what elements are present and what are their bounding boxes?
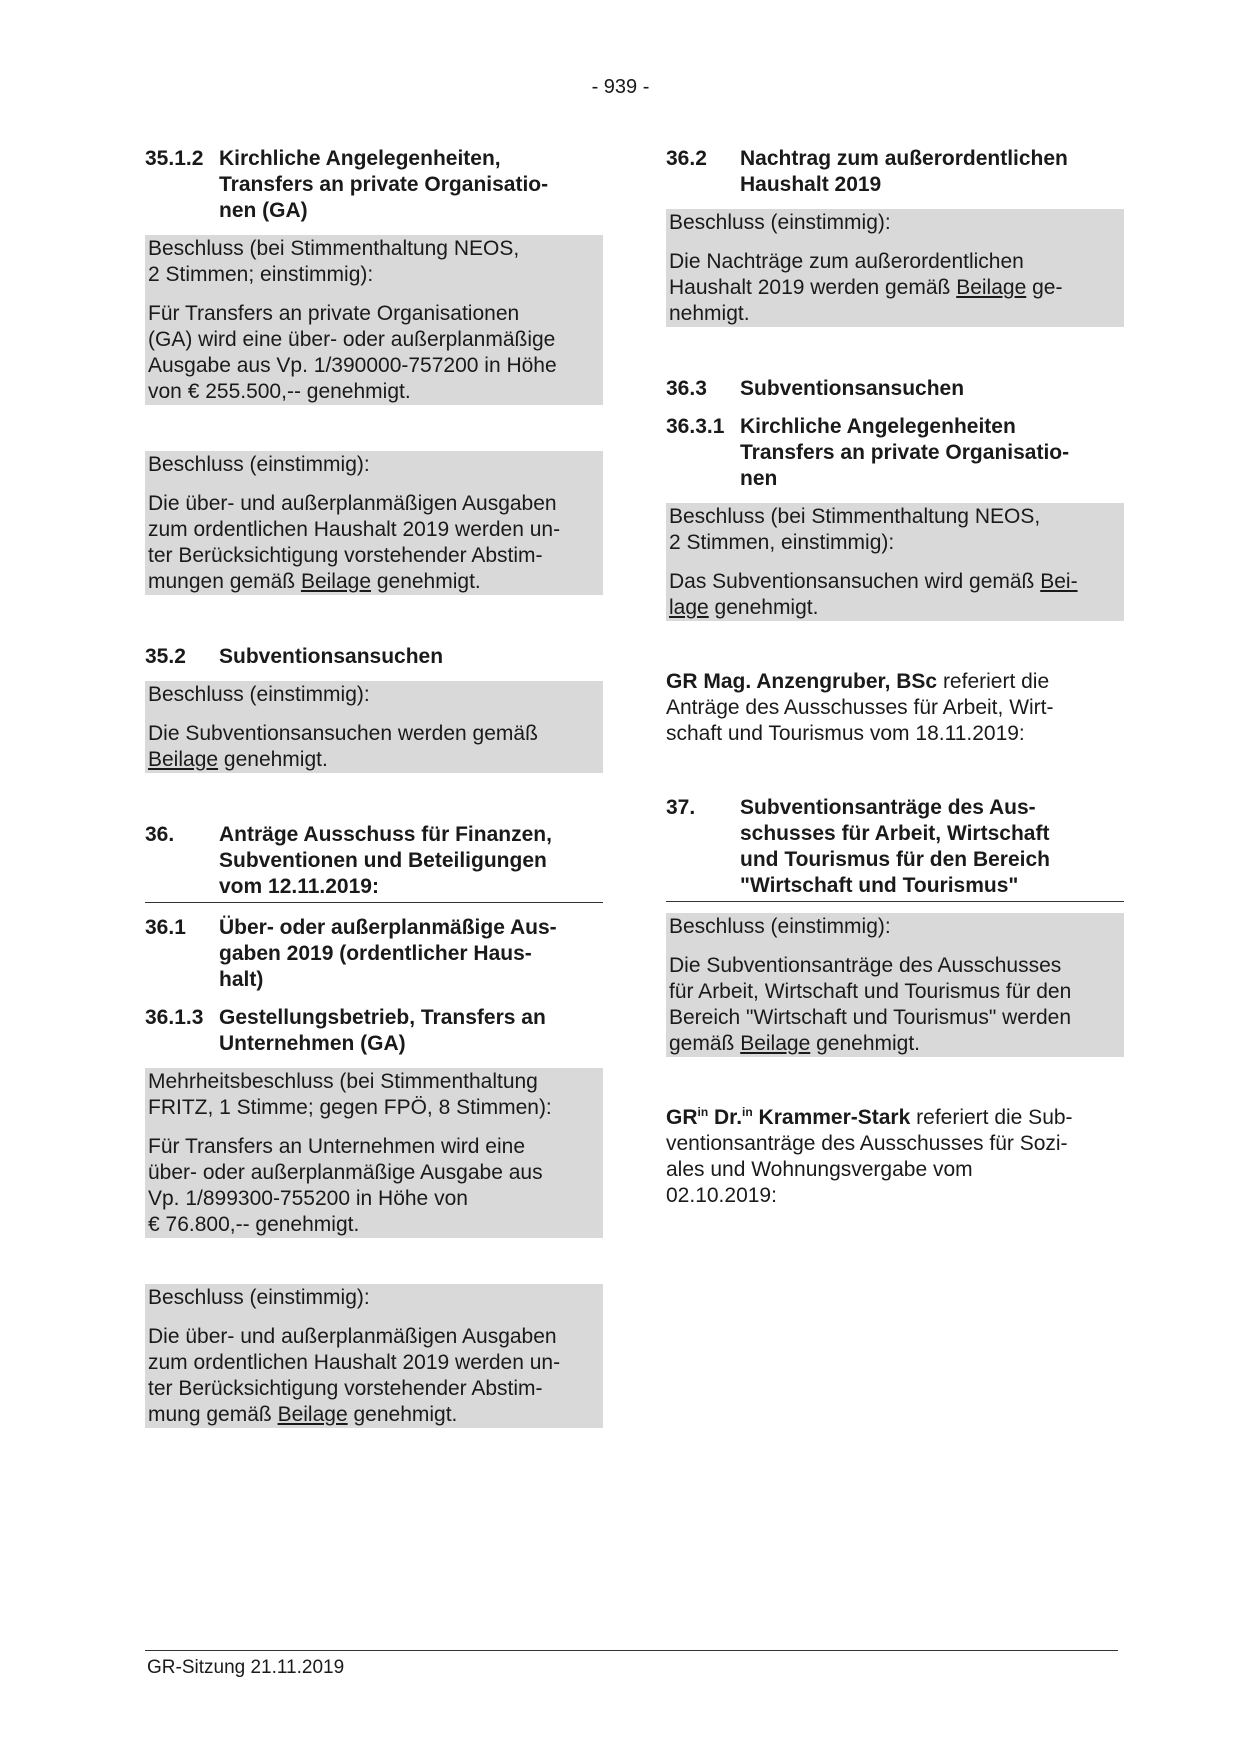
resolution-text: Für Transfers an private Organisationen (GA) wird eine über- oder außerplanmäßige Ausgabe aus Vp. 1/390000-757200 in Höhe von € 255.500,-- genehmigt. (148, 302, 557, 403)
resolution-box (145, 451, 603, 595)
section-number: 35.1.2 (145, 147, 204, 170)
beilage-link[interactable]: Beilage (300, 570, 371, 593)
speaker-name: $GR^{in}$ Dr.$^{in}$ Krammer-Stark (666, 1105, 911, 1129)
speaker-paragraph: $GR^{in}$ Dr.$^{in}$ Krammer-Stark referiert die Sub- ventionsanträge des Ausschusses für Sozi- ales und Wohnungsvergabe vom 02.10.2019: (666, 1105, 1073, 1207)
resolution-box (145, 681, 603, 773)
resolution-text: Das Subventionsansuchen wird gemäß Bei- lage genehmigt. (669, 570, 1078, 619)
left-column (145, 146, 603, 1428)
footer-divider (145, 1650, 1118, 1651)
resolution-label: Beschluss (einstimmig): (669, 915, 891, 938)
section-number: 36.2 (666, 147, 707, 170)
heading-36-3-1 (666, 414, 1124, 492)
section-number: 36. (145, 823, 175, 846)
beilage-link[interactable]: Bei- (1040, 570, 1078, 593)
resolution-box (145, 1284, 603, 1428)
heading-37 (666, 795, 1124, 902)
section-number: 36.3 (666, 377, 707, 400)
section-title: Gestellungsbetrieb, Transfers an Unternehmen (GA) (219, 1006, 546, 1055)
speaker-name: GR Mag. Anzengruber, BSc (666, 670, 938, 693)
resolution-text: Die über- und außerplanmäßigen Ausgaben zum ordentlichen Haushalt 2019 werden un- ter Berücksichtigung vorstehender Abstim- mungen gemäß Beilage genehmigt. (148, 492, 561, 593)
section-number: 37. (666, 796, 696, 819)
resolution-label: Beschluss (einstimmig): (148, 453, 370, 476)
heading-36-1-3 (145, 1005, 603, 1057)
resolution-label: Beschluss (einstimmig): (148, 1286, 370, 1309)
resolution-box (145, 1068, 603, 1238)
section-number: 36.1.3 (145, 1006, 204, 1029)
beilage-link[interactable]: lage (669, 596, 709, 619)
resolution-box (666, 503, 1124, 621)
beilage-link[interactable]: Beilage (148, 748, 219, 771)
heading-36-1 (145, 915, 603, 993)
section-title: Subventionsansuchen (219, 645, 444, 668)
section-title: Über- oder außerplanmäßige Aus- gaben 2019 (ordentlicher Haus- halt) (219, 916, 557, 991)
resolution-label: Mehrheitsbeschluss (bei Stimmenthaltung FRITZ, 1 Stimme; gegen FPÖ, 8 Stimmen): (148, 1070, 552, 1119)
resolution-box (145, 235, 603, 405)
section-title: Kirchliche Angelegenheiten, Transfers an private Organisatio- nen (GA) (219, 147, 549, 222)
heading-36-2 (666, 146, 1124, 198)
resolution-label: Beschluss (einstimmig): (148, 683, 370, 706)
section-title: Subventionsanträge des Aus- schusses für Arbeit, Wirtschaft und Tourismus für den Bereich "Wirtschaft und Tourismus" (740, 796, 1050, 897)
heading-36-3 (666, 376, 1124, 402)
resolution-label: Beschluss (einstimmig): (669, 211, 891, 234)
section-number: 36.3.1 (666, 415, 725, 438)
resolution-text: Die Subventionsanträge des Ausschusses für Arbeit, Wirtschaft und Tourismus für den Bereich "Wirtschaft und Tourismus" werden gemäß Beilage genehmigt. (669, 954, 1072, 1055)
speaker-paragraph: GR Mag. Anzengruber, BSc referiert die Anträge des Ausschusses für Arbeit, Wirt- schaft und Tourismus vom 18.11.2019: (666, 670, 1054, 745)
resolution-text: Die über- und außerplanmäßigen Ausgaben zum ordentlichen Haushalt 2019 werden un- ter Berücksichtigung vorstehender Abstim- mung gemäß Beilage genehmigt. (148, 1325, 561, 1426)
heading-35-1-2 (145, 146, 603, 224)
beilage-link[interactable]: Beilage (277, 1403, 348, 1426)
section-title: Anträge Ausschuss für Finanzen, Subventionen und Beteiligungen vom 12.11.2019: (219, 823, 552, 898)
beilage-link[interactable]: Beilage (956, 276, 1027, 299)
resolution-label: Beschluss (bei Stimmenthaltung NEOS, 2 Stimmen, einstimmig): (669, 505, 1041, 554)
section-number: 36.1 (145, 916, 186, 939)
resolution-text: Die Subventionsansuchen werden gemäß Beilage genehmigt. (148, 722, 538, 771)
section-title: Subventionsansuchen (740, 377, 965, 400)
heading-36 (145, 822, 603, 903)
resolution-label: Beschluss (bei Stimmenthaltung NEOS, 2 Stimmen; einstimmig): (148, 237, 520, 286)
right-column (666, 146, 1124, 1209)
section-title: Nachtrag zum außerordentlichen Haushalt 2019 (740, 147, 1068, 196)
heading-35-2 (145, 644, 603, 670)
page-number: - 939 - (591, 76, 650, 98)
section-title: Kirchliche Angelegenheiten Transfers an private Organisatio- nen (740, 415, 1070, 490)
resolution-text: Für Transfers an Unternehmen wird eine über- oder außerplanmäßige Ausgabe aus Vp. 1/899300-755200 in Höhe von € 76.800,-- genehmigt. (148, 1135, 543, 1236)
beilage-link[interactable]: Beilage (740, 1032, 811, 1055)
resolution-text: Die Nachträge zum außerordentlichen Haushalt 2019 werden gemäß Beilage ge- nehmigt. (669, 250, 1063, 325)
section-number: 35.2 (145, 645, 186, 668)
resolution-box (666, 913, 1124, 1057)
footer-session-date: GR-Sitzung 21.11.2019 (147, 1657, 345, 1678)
resolution-box (666, 209, 1124, 327)
